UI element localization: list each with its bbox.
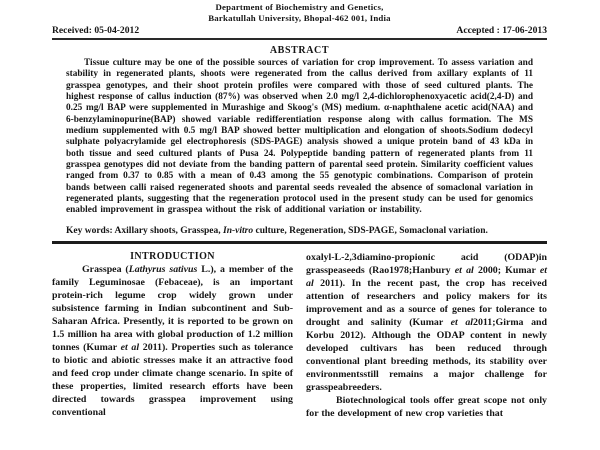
affiliation-line-2: Barkatullah University, Bhopal-462 001, India	[208, 12, 391, 23]
keywords-line: Key words: Axillary shoots, Grasspea, In-vitro culture, Regeneration, SDS-PAGE, Somaclonal variation.	[66, 225, 488, 236]
introduction-section	[52, 251, 547, 420]
affiliation-line-1: Department of Biochemistry and Genetics,	[215, 2, 384, 12]
abstract-section	[66, 45, 533, 237]
received-date: Received: 05-04-2012	[52, 25, 140, 36]
paper-header	[52, 2, 547, 40]
abstract-divider-rule	[52, 241, 547, 244]
introduction-heading: INTRODUCTION	[130, 251, 215, 263]
accepted-date: Accepted : 17-06-2013	[456, 25, 547, 36]
right-column	[306, 251, 547, 420]
dates-row	[52, 25, 547, 36]
left-column	[52, 251, 293, 420]
introduction-right-paragraph-2: Biotechnological tools offer great scope not only for the development of new crop varieties that	[306, 395, 547, 420]
introduction-left-paragraph: Grasspea (Lathyrus sativus L.), a member of the family Leguminosae (Febaceae), is an important protein-rich legume crop widely grown under subsistence farming in Indian subcontinent and Sub-Saharan Africa. Presently, it is reported to be grown on 1.5 million ha area with global production of 1.2 million tonnes (Kumar et al 2011). Properties such as tolerance to biotic and abiotic stresses make it an attractive food and feed crop under climate change scenario. In spite of these properties, limited research efforts have been directed towards grasspea improvement using conventional	[52, 264, 294, 419]
abstract-body: Tissue culture may be one of the possible sources of variation for crop improvement. To assess variation and stability in regenerated plants, shoots were regenerated from the callus derived from axillary explants of 11 grasspea genotypes, and their shoot protein profiles were compared with those of seed cultured plants. The highest response of callus induction (87%) was observed when 2.0 mg/l 2,4-dichlorophenoxyacetic acid(2,4-D) and 0.25 mg/l BAP were supplemented in Murashige and Skoog's (MS) medium. α-naphthalene acetic acid(NAA) and 6-benzylaminopurine(BAP) showed variable redifferentiation response along with callus formation. The MS medium supplemented with 0.5 mg/l BAP showed better multiplication and elongation of shoots.Sodium dodecyl sulphate polyacrylamide gel electrophoresis (SDS-PAGE) analysis showed a unique protein band of 43 kDa in both tissue and seed cultured plants of Pusa 24. Polypeptide banding pattern of regenerated plants from 11 grasspea genotypes did not deviate from the banding pattern of parental seed protein. Similarity coefficient values ranged from 0.37 to 0.85 with a mean of 0.43 among the 55 genotypic combinations. Comparison of protein bands between calli raised regenerated shoots and parental seeds revealed the absence of somaclonal variation in regenerated plants, suggesting that the regeneration protocol used in the present study can be used for genomics enabled improvement in grasspea without the risk of additional variation or instability.	[66, 58, 533, 216]
header-rule	[52, 38, 547, 40]
abstract-heading: ABSTRACT	[269, 45, 330, 56]
introduction-right-paragraph-1: oxalyl-L-2,3diamino-propionic acid (ODAP)in grasspeaseeds (Rao1978;Hanbury et al 2000; Kumar et al 2011). In the recent past, the crop has received attention of researchers and policy makers for its improvement and as a source of genes for tolerance to drought and salinity (Kumar et al2011;Girma and Korbu 2012). Although the ODAP content in newly developed cultivars has been reduced through conventional plant breeding methods, its stability over environmentsstill remains a major challenge for grasspeabreeders.	[306, 252, 548, 394]
